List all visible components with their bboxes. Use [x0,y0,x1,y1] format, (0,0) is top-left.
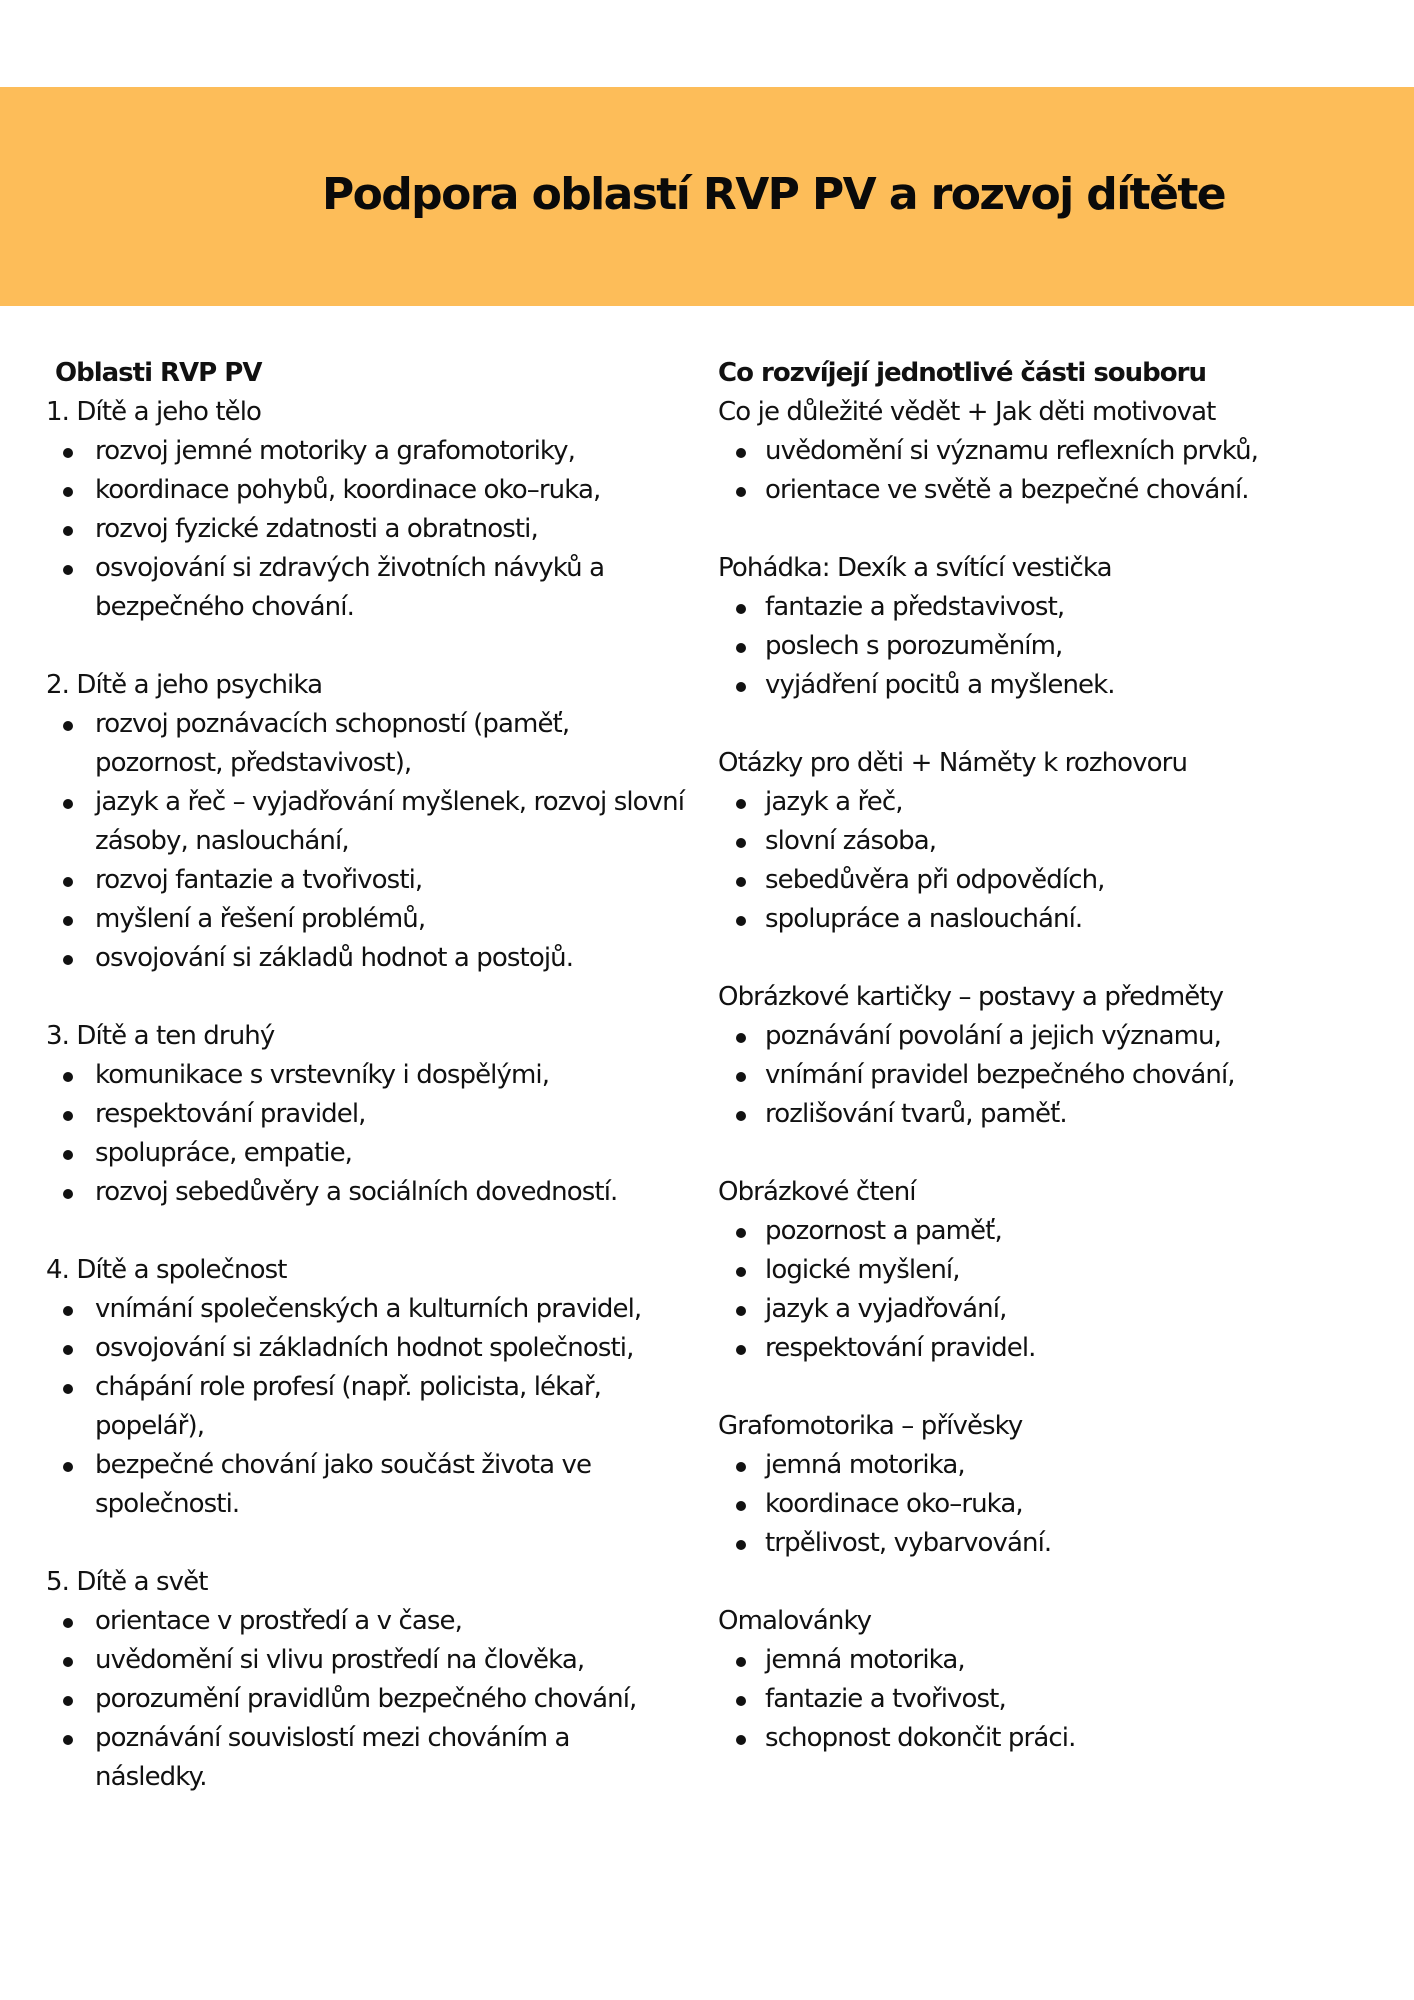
list-item-text: koordinace oko–ruka, [765,1489,1023,1519]
bullet-icon [736,1306,746,1316]
bullet-icon [63,1150,73,1160]
list-item-text: jazyk a řeč, [765,787,903,817]
list-item [46,1680,686,1719]
list-item [718,783,1378,822]
bullet-icon [63,1384,73,1394]
list-item [718,588,1378,627]
list-item [718,1641,1378,1680]
set-part-section [718,1173,1378,1368]
list-item-text: komunikace s vrstevníky i dospělými, [95,1060,550,1090]
set-part-section-title: Obrázkové kartičky – postavy a předměty [718,982,1224,1012]
rvp-area-section [46,393,686,627]
rvp-areas-list [46,393,686,1797]
list-item-text: orientace ve světě a bezpečné chování. [765,475,1249,505]
bullet-icon [63,1462,73,1472]
bullet-icon [736,1228,746,1238]
bullet-icon [63,1345,73,1355]
set-part-section-title: Otázky pro děti + Náměty k rozhovoru [718,748,1188,778]
list-item-text: poslech s porozuměním, [765,631,1063,661]
set-part-section [718,549,1378,705]
bullet-icon [736,1267,746,1277]
list-item-text: jemná motorika, [765,1450,965,1480]
bullet-icon [63,1618,73,1628]
list-item-text: osvojování si zdravých životních návyků a bezpečného chování. [95,553,605,622]
bullet-icon [63,448,73,458]
bullet-icon [63,565,73,575]
bullet-icon [736,1696,746,1706]
list-item [46,549,686,627]
bullet-icon [736,1657,746,1667]
bullet-icon [736,799,746,809]
bullet-icon [736,1345,746,1355]
set-part-section [718,978,1378,1134]
rvp-area-bullet-list [46,432,686,627]
list-item [718,1446,1378,1485]
list-item-text: myšlení a řešení problémů, [95,904,426,934]
list-item [46,1290,686,1329]
bullet-icon [736,1540,746,1550]
list-item-text: pozornost a paměť, [765,1216,1002,1246]
title-banner [0,87,1414,306]
list-item-text: trpělivost, vybarvování. [765,1528,1052,1558]
bullet-icon [63,1306,73,1316]
set-part-section-title: Pohádka: Dexík a svítící vestička [718,553,1112,583]
bullet-icon [736,448,746,458]
list-item [46,1641,686,1680]
list-item-text: jazyk a řeč – vyjadřování myšlenek, rozvoj slovní zásoby, naslouchání, [95,787,685,856]
list-item [718,627,1378,666]
set-part-bullet-list [718,1446,1378,1563]
list-item [46,783,686,861]
set-part-bullet-list [718,588,1378,705]
bullet-icon [736,1072,746,1082]
bullet-icon [736,838,746,848]
set-parts-column [718,354,1378,1758]
rvp-area-section [46,1251,686,1524]
set-part-section-title: Omalovánky [718,1606,872,1636]
set-part-bullet-list [718,1017,1378,1134]
list-item [718,666,1378,705]
list-item-text: fantazie a tvořivost, [765,1684,1006,1714]
list-item-text: poznávání souvislostí mezi chováním a následky. [95,1723,570,1792]
list-item-text: respektování pravidel, [95,1099,366,1129]
bullet-icon [736,643,746,653]
set-part-bullet-list [718,783,1378,939]
set-parts-heading: Co rozvíjejí jednotlivé části souboru [718,358,1206,388]
list-item-text: vnímání pravidel bezpečného chování, [765,1060,1235,1090]
set-part-section [718,1602,1378,1758]
rvp-areas-column [46,354,686,1797]
list-item-text: osvojování si základních hodnot společnosti, [95,1333,634,1363]
list-item-text: uvědomění si významu reflexních prvků, [765,436,1259,466]
rvp-area-section [46,1017,686,1212]
list-item [46,471,686,510]
rvp-area-section [46,666,686,978]
list-item [718,822,1378,861]
list-item-text: jemná motorika, [765,1645,965,1675]
rvp-area-bullet-list [46,1290,686,1524]
list-item [718,1524,1378,1563]
rvp-area-section-title: 1. Dítě a jeho tělo [46,397,262,427]
list-item-text: rozvoj jemné motoriky a grafomotoriky, [95,436,575,466]
bullet-icon [736,487,746,497]
list-item [718,471,1378,510]
list-item [718,1329,1378,1368]
list-item [718,1485,1378,1524]
list-item-text: respektování pravidel. [765,1333,1036,1363]
set-part-section [718,744,1378,939]
set-part-section-title: Co je důležité vědět + Jak děti motivovat [718,397,1216,427]
list-item-text: rozlišování tvarů, paměť. [765,1099,1067,1129]
set-part-bullet-list [718,1212,1378,1368]
bullet-icon [736,1501,746,1511]
list-item [46,432,686,471]
list-item [46,1446,686,1524]
list-item [718,900,1378,939]
bullet-icon [736,1033,746,1043]
bullet-icon [736,1735,746,1745]
list-item [718,1680,1378,1719]
list-item-text: bezpečné chování jako součást života ve společnosti. [95,1450,592,1519]
list-item-text: orientace v prostředí a v čase, [95,1606,462,1636]
list-item-text: logické myšlení, [765,1255,960,1285]
list-item [718,432,1378,471]
list-item-text: sebedůvěra při odpovědích, [765,865,1105,895]
list-item [46,705,686,783]
bullet-icon [63,526,73,536]
list-item [718,1251,1378,1290]
list-item-text: spolupráce, empatie, [95,1138,353,1168]
list-item-text: slovní zásoba, [765,826,937,856]
list-item [718,1719,1378,1758]
rvp-area-section-title: 4. Dítě a společnost [46,1255,287,1285]
bullet-icon [63,877,73,887]
list-item-text: fantazie a představivost, [765,592,1065,622]
list-item [718,861,1378,900]
bullet-icon [736,916,746,926]
set-part-bullet-list [718,1641,1378,1758]
list-item-text: poznávání povolání a jejich významu, [765,1021,1221,1051]
list-item [718,1290,1378,1329]
list-item [718,1212,1378,1251]
list-item [718,1056,1378,1095]
rvp-area-section-title: 5. Dítě a svět [46,1567,208,1597]
list-item-text: chápání role profesí (např. policista, lékař, popelář), [95,1372,602,1441]
page-title: Podpora oblastí RVP PV a rozvoj dítěte [322,169,1226,220]
list-item [46,861,686,900]
list-item-text: osvojování si základů hodnot a postojů. [95,943,574,973]
list-item [46,1368,686,1446]
bullet-icon [63,1735,73,1745]
list-item [46,1329,686,1368]
list-item [46,1134,686,1173]
bullet-icon [63,1189,73,1199]
set-part-section [718,393,1378,510]
bullet-icon [736,604,746,614]
list-item-text: jazyk a vyjadřování, [765,1294,1007,1324]
list-item-text: vyjádření pocitů a myšlenek. [765,670,1115,700]
set-part-section-title: Grafomotorika – přívěsky [718,1411,1023,1441]
bullet-icon [736,682,746,692]
bullet-icon [736,1462,746,1472]
bullet-icon [736,1111,746,1121]
list-item-text: rozvoj poznávacích schopností (paměť, pozornost, představivost), [95,709,570,778]
set-part-bullet-list [718,432,1378,510]
bullet-icon [63,1696,73,1706]
set-parts-list [718,393,1378,1758]
rvp-area-section-title: 2. Dítě a jeho psychika [46,670,323,700]
list-item-text: rozvoj sebedůvěry a sociálních dovedností. [95,1177,618,1207]
list-item [46,939,686,978]
rvp-area-section [46,1563,686,1797]
list-item-text: schopnost dokončit práci. [765,1723,1076,1753]
bullet-icon [736,877,746,887]
list-item [718,1095,1378,1134]
list-item-text: uvědomění si vlivu prostředí na člověka, [95,1645,585,1675]
bullet-icon [63,1657,73,1667]
bullet-icon [63,1111,73,1121]
list-item-text: rozvoj fyzické zdatnosti a obratnosti, [95,514,538,544]
list-item [718,1017,1378,1056]
list-item [46,1173,686,1212]
list-item-text: rozvoj fantazie a tvořivosti, [95,865,423,895]
bullet-icon [63,487,73,497]
bullet-icon [63,1072,73,1082]
rvp-area-section-title: 3. Dítě a ten druhý [46,1021,275,1051]
bullet-icon [63,916,73,926]
list-item [46,1095,686,1134]
bullet-icon [63,799,73,809]
list-item-text: vnímání společenských a kulturních pravidel, [95,1294,642,1324]
set-part-section [718,1407,1378,1563]
set-part-section-title: Obrázkové čtení [718,1177,916,1207]
list-item [46,510,686,549]
list-item-text: spolupráce a naslouchání. [765,904,1083,934]
rvp-area-bullet-list [46,1602,686,1797]
bullet-icon [63,955,73,965]
list-item [46,1602,686,1641]
list-item-text: koordinace pohybů, koordinace oko–ruka, [95,475,601,505]
bullet-icon [63,721,73,731]
rvp-area-bullet-list [46,1056,686,1212]
list-item [46,1719,686,1797]
list-item [46,900,686,939]
list-item [46,1056,686,1095]
rvp-area-bullet-list [46,705,686,978]
list-item-text: porozumění pravidlům bezpečného chování, [95,1684,637,1714]
rvp-areas-heading: Oblasti RVP PV [55,358,262,388]
